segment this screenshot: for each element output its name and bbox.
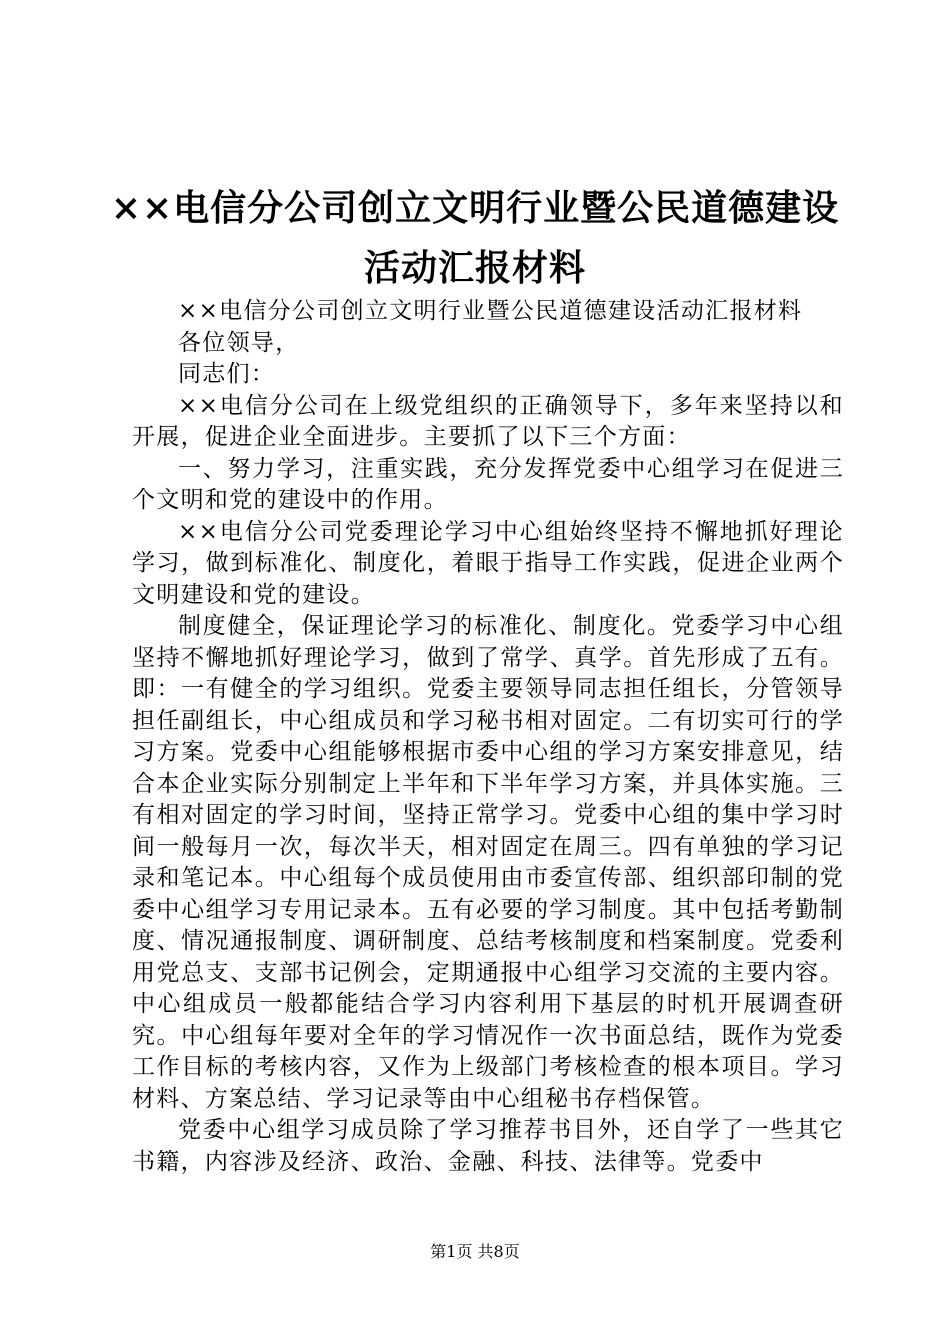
- body-paragraph: ××电信分公司在上级党组织的正确领导下，多年来坚持以和开展，促进企业全面进步。主要抓了以下三个方面：: [132, 392, 844, 450]
- document-body: [132, 296, 844, 1178]
- body-paragraph: ××电信分公司创立文明行业暨公民道德建设活动汇报材料: [178, 298, 803, 324]
- body-paragraph: 同志们：: [178, 361, 276, 387]
- document-title-line-2: 活动汇报材料: [363, 247, 586, 289]
- body-paragraph: ××电信分公司党委理论学习中心组始终坚持不懈地抓好理论学习，做到标准化、制度化，着眼于指导工作实践，促进企业两个文明建设和党的建设。: [132, 518, 844, 608]
- document-title-line-1: ××电信分公司创立文明行业暨公民道德建设: [110, 187, 840, 229]
- body-paragraph: 一、努力学习，注重实践，充分发挥党委中心组学习在促进三个文明和党的建设中的作用。: [132, 455, 844, 513]
- body-paragraph: 制度健全，保证理论学习的标准化、制度化。党委学习中心组坚持不懈地抓好理论学习，做到了常学、真学。首先形成了五有。即：一有健全的学习组织。党委主要领导同志担任组长，分管领导担任副组长，中心组成员和学习秘书相对固定。二有切实可行的学习方案。党委中心组能够根据市委中心组的学习方案安排意见，结合本企业实际分别制定上半年和下半年学习方案，并具体实施。三有相对固定的学习时间，坚持正常学习。党委中心组的集中学习时间一般每月一次，每次半天，相对固定在周三。四有单独的学习记录和笔记本。中心组每个成员使用由市委宣传部、组织部印制的党委中心组学习专用记录本。五有必要的学习制度。其中包括考勤制度、情况通报制度、调研制度、总结考核制度和档案制度。党委利用党总支、支部书记例会，定期通报中心组学习交流的主要内容。中心组成员一般都能结合学习内容利用下基层的时机开展调查研究。中心组每年要对全年的学习情况作一次书面总结，既作为党委工作目标的考核内容，又作为上级部门考核检查的根本项目。学习材料、方案总结、学习记录等由中心组秘书存档保管。: [132, 613, 844, 1112]
- body-paragraph: 党委中心组学习成员除了学习推荐书目外，还自学了一些其它书籍，内容涉及经济、政治、金融、科技、法律等。党委中: [132, 1117, 844, 1175]
- body-paragraph: 各位领导，: [178, 329, 300, 356]
- page-number-footer: 第1页 共8页: [430, 1242, 520, 1261]
